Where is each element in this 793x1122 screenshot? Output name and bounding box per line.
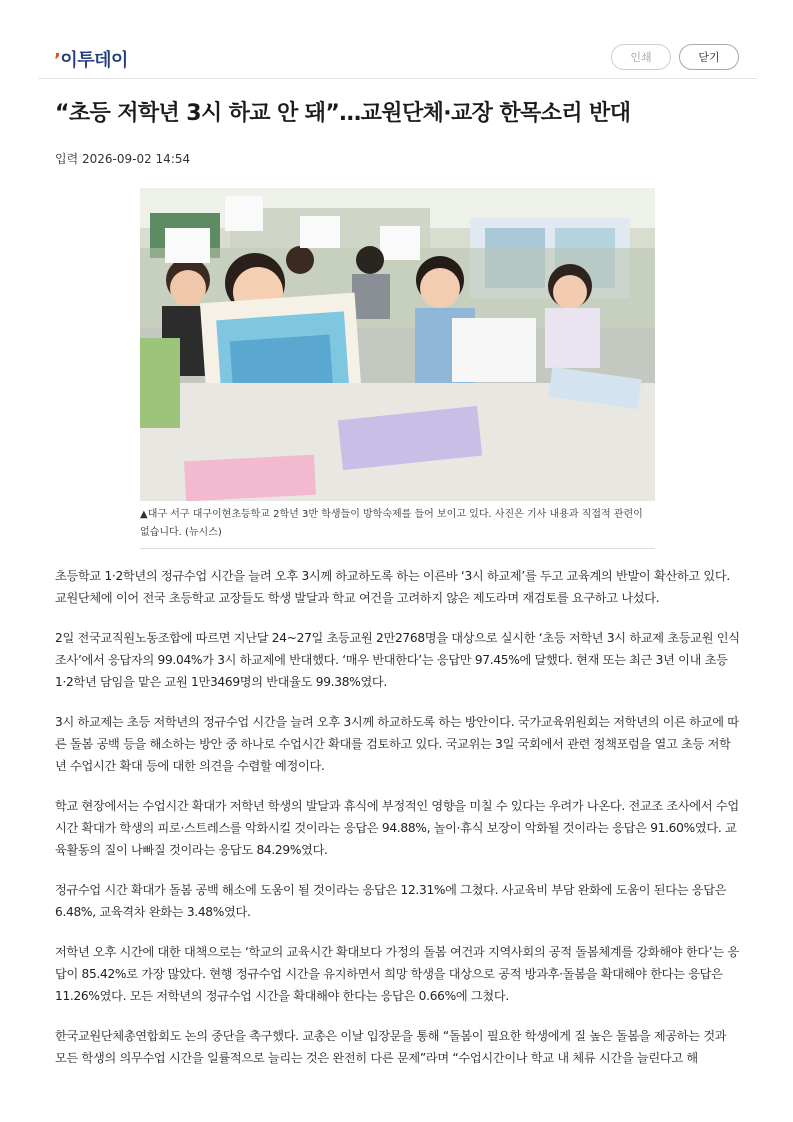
paragraph: 3시 하교제는 초등 저학년의 정규수업 시간을 늘려 오후 3시께 하교하도록 하는 방안이다. 국가교육위원회는 저학년의 이른 하교에 따른 돌봄 공백 등을 해소하는 방안 중 하나로 수업시간 확대를 검토하고 있다. 국교위는 3일 국회에서 관련 정책포럼을 열고 초등 저학년 수업시간 확대 등에 대한 의견을 수렴할 예정이다.	[55, 715, 739, 773]
close-button[interactable]: 닫기	[679, 44, 739, 70]
site-logo[interactable]	[54, 46, 128, 72]
article-body	[55, 565, 740, 1087]
print-button[interactable]: 인쇄	[611, 44, 671, 70]
paragraph: 초등학교 1·2학년의 정규수업 시간을 늘려 오후 3시께 하교하도록 하는 이른바 ‘3시 하교제’를 두고 교육계의 반발이 확산하고 있다. 교원단체에 이어 전국 초등학교 교장들도 학생 발달과 학교 여건을 고려하지 않은 제도라며 재검토를 요구하고 나섰다.	[55, 569, 730, 605]
publish-date: 입력 2026-09-02 14:54	[55, 152, 191, 166]
paragraph: 2일 전국교직원노동조합에 따르면 지난달 24~27일 초등교원 2만2768명을 대상으로 실시한 ‘초등 저학년 3시 하교제 초등교원 인식조사’에서 응답자의 99.04%가 3시 하교제에 반대했다. ‘매우 반대한다’는 응답만 97.45%에 달했다. 현재 또는 최근 3년 이내 초등 1·2학년 담임을 맡은 교원 1만3469명의 반대율도 99.38%였다.	[55, 631, 740, 689]
logo-text: 이투데이	[60, 50, 128, 71]
photo-caption: ▲대구 서구 대구이현초등학교 2학년 3반 학생들이 방학숙제를 들어 보이고 있다. 사진은 기사 내용과 직접적 관련이 없습니다. (뉴시스)	[140, 506, 655, 549]
logo-mark: ’	[54, 50, 61, 71]
classroom-photo-illustration	[140, 188, 655, 501]
paragraph: 저학년 오후 시간에 대한 대책으로는 ‘학교의 교육시간 확대보다 가정의 돌봄 여건과 지역사회의 공적 돌봄체계를 강화해야 한다’는 응답이 85.42%로 가장 많았다. 현행 정규수업 시간을 유지하면서 희망 학생을 대상으로 공적 방과후·돌봄을 확대해야 한다는 응답은 11.26%였다. 모든 저학년의 정규수업 시간을 확대해야 한다는 응답은 0.66%에 그쳤다.	[55, 945, 739, 1003]
site-header	[38, 38, 757, 79]
article-photo	[140, 188, 655, 501]
paragraph: 학교 현장에서는 수업시간 확대가 저학년 학생의 발달과 휴식에 부정적인 영향을 미칠 수 있다는 우려가 나온다. 전교조 조사에서 수업시간 확대가 학생의 피로·스트레스를 악화시킬 것이라는 응답은 94.88%, 놀이·휴식 보장이 악화될 것이라는 응답은 91.60%였다. 교육활동의 질이 나빠질 것이라는 응답도 84.29%였다.	[55, 799, 739, 857]
paragraph: 한국교원단체총연합회도 논의 중단을 촉구했다. 교총은 이날 입장문을 통해 “돌봄이 필요한 학생에게 질 높은 돌봄을 제공하는 것과 모든 학생의 의무수업 시간을 일률적으로 늘리는 것은 완전히 다른 문제”라며 “수업시간이나 학교 내 체류 시간을 늘린다고 해	[55, 1029, 727, 1065]
paragraph: 정규수업 시간 확대가 돌봄 공백 해소에 도움이 될 것이라는 응답은 12.31%에 그쳤다. 사교육비 부담 완화에 도움이 된다는 응답은 6.48%, 교육격차 완화는 3.48%였다.	[55, 883, 727, 919]
article-title: “초등 저학년 3시 하교 안 돼”…교원단체·교장 한목소리 반대	[55, 101, 631, 126]
